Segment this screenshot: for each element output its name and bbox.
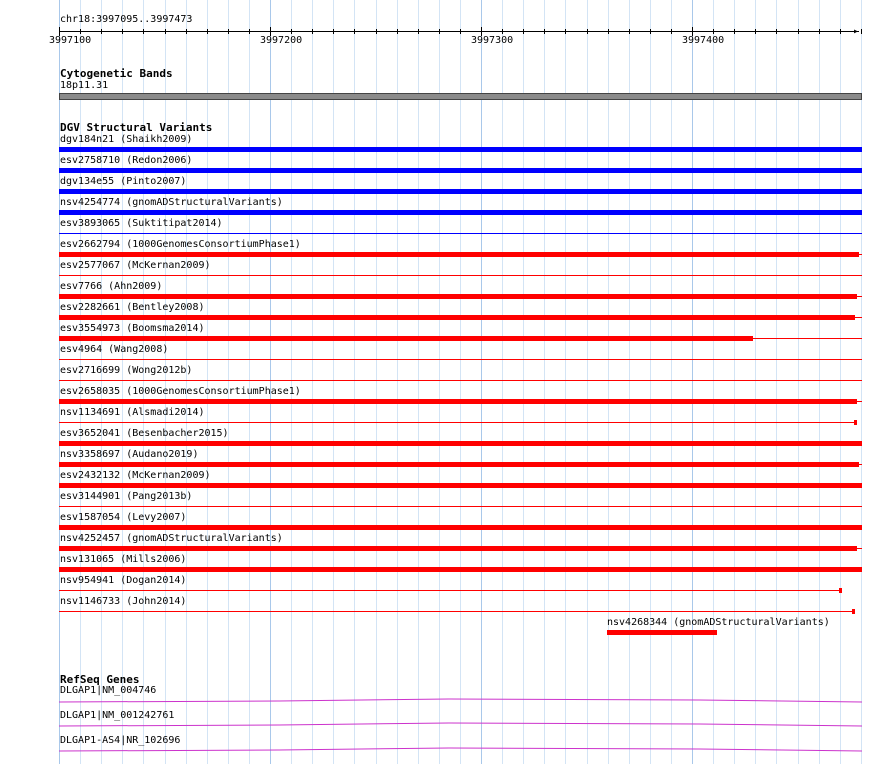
ruler-minor-tick [587,29,588,34]
variant-label: esv2662794 (1000GenomesConsortiumPhase1) [60,239,301,250]
ruler-minor-tick [439,29,440,34]
variant-label: dgv134e55 (Pinto2007) [60,176,187,187]
variant-intron [857,548,862,549]
track-title-dgv: DGV Structural Variants [60,121,213,134]
ruler-minor-tick [249,29,250,34]
ruler-tick-label: 3997400 [682,35,725,46]
ruler-minor-tick [397,29,398,34]
ruler-minor-tick [755,29,756,34]
ruler-minor-tick [312,29,313,34]
ruler-tick-label: 3997100 [49,35,92,46]
variant-feature[interactable] [59,168,862,173]
variant-feature[interactable] [59,546,857,551]
variant-label: esv2716699 (Wong2012b) [60,365,193,376]
variant-label: esv2432132 (McKernan2009) [60,470,211,481]
variant-block [839,588,842,593]
gene-label: DLGAP1-AS4|NR_102696 [60,735,181,746]
variant-feature[interactable] [59,233,862,234]
variant-feature[interactable] [59,422,854,423]
track-title-cytobands: Cytogenetic Bands [60,67,173,80]
ruler-minor-tick [228,29,229,34]
gene-feature[interactable] [59,696,862,704]
ruler-minor-tick [523,29,524,34]
ruler-minor-tick [376,29,377,34]
ruler-minor-tick [629,29,630,34]
variant-label: nsv3358697 (Audano2019) [60,449,199,460]
variant-feature[interactable] [59,590,839,591]
ruler-minor-tick [861,29,862,34]
variant-block [854,420,857,425]
ruler-minor-tick [207,29,208,34]
variant-feature[interactable] [59,441,862,446]
gene-feature[interactable] [59,745,862,753]
ruler-minor-tick [671,29,672,34]
variant-feature[interactable] [59,525,862,530]
variant-intron [753,338,862,339]
variant-label: esv3893065 (Suktitipat2014) [60,218,223,229]
variant-intron [857,296,862,297]
variant-feature[interactable] [59,611,852,612]
gene-label: DLGAP1|NM_004746 [60,685,157,696]
ruler-minor-tick [291,29,292,34]
variant-label: nsv4254774 (gnomADStructuralVariants) [60,197,283,208]
variant-label: esv3554973 (Boomsma2014) [60,323,205,334]
variant-feature[interactable] [59,506,862,507]
variant-feature[interactable] [59,275,862,276]
variant-label: nsv954941 (Dogan2014) [60,575,187,586]
track-title-refseq: RefSeq Genes [60,673,140,686]
variant-label: esv3144901 (Pang2013b) [60,491,193,502]
ruler-minor-tick [354,29,355,34]
variant-feature[interactable] [59,380,862,381]
variant-label: nsv1146733 (John2014) [60,596,187,607]
variant-label: esv7766 (Ahn2009) [60,281,163,292]
variant-label: esv2282661 (Bentley2008) [60,302,205,313]
ruler-minor-tick [502,29,503,34]
ruler-tick-label: 3997300 [471,35,514,46]
ruler-minor-tick [333,29,334,34]
ruler-minor-tick [650,29,651,34]
ruler-minor-tick [798,29,799,34]
gene-label: DLGAP1|NM_001242761 [60,710,175,721]
ruler-minor-tick [122,29,123,34]
ruler-minor-tick [713,29,714,34]
variant-label: esv4964 (Wang2008) [60,344,169,355]
variant-feature[interactable] [607,630,717,635]
variant-intron [855,317,862,318]
variant-block [852,609,855,614]
variant-feature[interactable] [59,315,855,320]
variant-label: esv3652041 (Besenbacher2015) [60,428,229,439]
ruler-minor-tick [143,29,144,34]
variant-feature[interactable] [59,294,857,299]
ruler-axis [59,31,859,32]
ruler-minor-tick [80,29,81,34]
variant-label: nsv4252457 (gnomADStructuralVariants) [60,533,283,544]
cytoband-label: 18p11.31 [60,80,109,91]
variant-feature[interactable] [59,336,753,341]
variant-label: nsv131065 (Mills2006) [60,554,187,565]
range-label: chr18:3997095..3997473 [60,14,193,25]
variant-feature[interactable] [59,252,859,257]
ruler-minor-tick [101,29,102,34]
cytoband-bar[interactable] [59,93,862,100]
ruler-minor-tick [544,29,545,34]
ruler-tick-label: 3997200 [260,35,303,46]
variant-label: esv2758710 (Redon2006) [60,155,193,166]
variant-feature[interactable] [59,462,859,467]
ruler-minor-tick [734,29,735,34]
variant-feature[interactable] [59,399,857,404]
variant-label: nsv1134691 (Alsmadi2014) [60,407,205,418]
variant-feature[interactable] [59,189,862,194]
ruler-minor-tick [418,29,419,34]
ruler-minor-tick [186,29,187,34]
strand-arrow-icon: ▸ [853,26,860,37]
variant-feature[interactable] [59,359,862,360]
variant-label: esv2577067 (McKernan2009) [60,260,211,271]
ruler-minor-tick [608,29,609,34]
variant-label: esv1587054 (Levy2007) [60,512,187,523]
variant-intron [857,401,862,402]
variant-intron [859,464,862,465]
variant-feature[interactable] [59,210,862,215]
ruler-minor-tick [840,29,841,34]
variant-feature[interactable] [59,147,862,152]
variant-intron [859,254,862,255]
ruler-minor-tick [165,29,166,34]
variant-label: nsv4268344 (gnomADStructuralVariants) [607,617,830,628]
ruler-minor-tick [565,29,566,34]
variant-label: esv2658035 (1000GenomesConsortiumPhase1) [60,386,301,397]
variant-feature[interactable] [59,483,862,488]
gene-feature[interactable] [59,720,862,728]
ruler-minor-tick [460,29,461,34]
ruler-minor-tick [819,29,820,34]
variant-label: dgv184n21 (Shaikh2009) [60,134,193,145]
variant-feature[interactable] [59,567,862,572]
ruler-minor-tick [776,29,777,34]
